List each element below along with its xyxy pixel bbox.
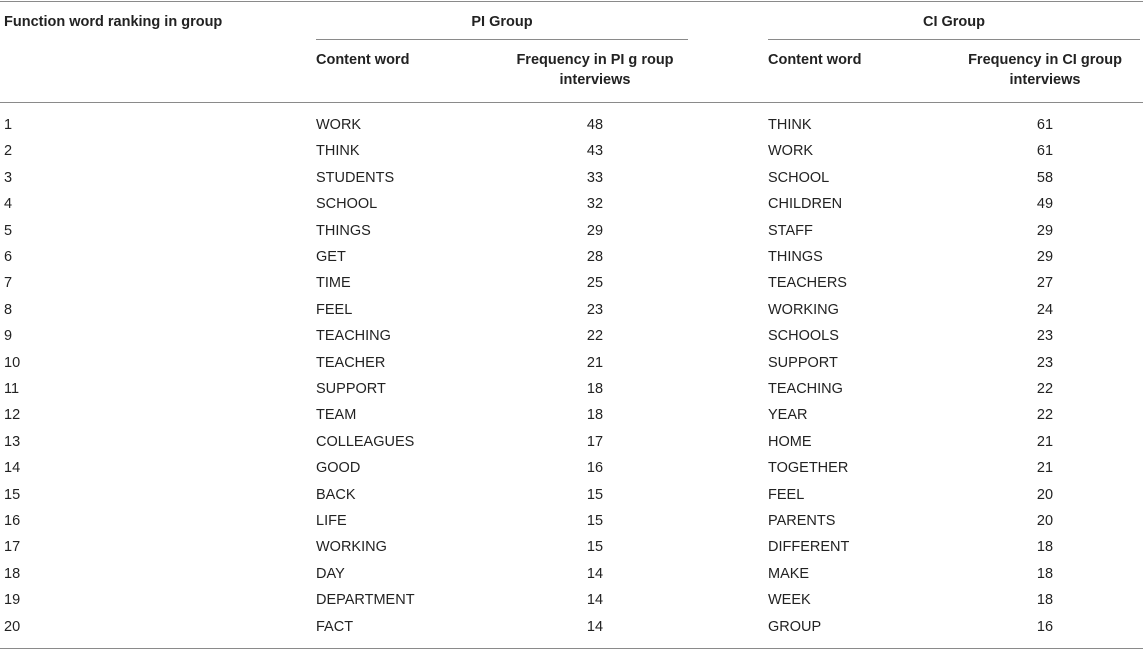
ci-word-cell: TEACHERS	[768, 275, 847, 291]
ci-word-cell: WEEK	[768, 592, 811, 608]
ci-word-cell: FEEL	[768, 487, 805, 503]
ci-freq-cell: 61	[1036, 143, 1054, 159]
rank-cell: 15	[4, 487, 21, 503]
pi-word-cell: BACK	[316, 487, 356, 503]
rank-cell: 9	[4, 328, 13, 344]
pi-freq-cell: 16	[586, 460, 604, 476]
ci-word-cell: TOGETHER	[768, 460, 849, 476]
rank-cell: 3	[4, 170, 13, 186]
pi-word-cell: SUPPORT	[316, 381, 386, 397]
pi-freq-cell: 21	[586, 355, 604, 371]
ci-word-cell: SCHOOL	[768, 170, 830, 186]
ci-word-cell: YEAR	[768, 407, 808, 423]
pi-word-cell: WORKING	[316, 539, 387, 555]
rank-cell: 10	[4, 355, 21, 371]
ci-group-header: CI Group	[922, 14, 986, 30]
pi-freq-cell: 18	[586, 407, 604, 423]
pi-word-cell: TEACHER	[316, 355, 386, 371]
pi-freq-cell: 22	[586, 328, 604, 344]
pi-word-cell: FEEL	[316, 302, 353, 318]
ci-word-cell: MAKE	[768, 566, 810, 582]
pi-freq-cell: 23	[586, 302, 604, 318]
ci-freq-cell: 18	[1036, 539, 1054, 555]
pi-word-cell: GET	[316, 249, 346, 265]
pi-word-cell: FACT	[316, 619, 354, 635]
ci-freq-cell: 22	[1036, 381, 1054, 397]
ci-freq-cell: 21	[1036, 434, 1054, 450]
ci-freq-cell: 21	[1036, 460, 1054, 476]
pi-freq-cell: 15	[586, 487, 604, 503]
ci-frequency-header-line2: interviews	[1009, 72, 1081, 88]
ci-word-cell: THINK	[768, 117, 812, 133]
ci-freq-cell: 18	[1036, 566, 1054, 582]
pi-word-cell: TIME	[316, 275, 351, 291]
pi-freq-cell: 48	[586, 117, 604, 133]
pi-freq-cell: 18	[586, 381, 604, 397]
pi-freq-cell: 14	[586, 619, 604, 635]
ci-freq-cell: 20	[1036, 487, 1054, 503]
rank-cell: 5	[4, 223, 13, 239]
rank-cell: 13	[4, 434, 21, 450]
ci-content-word-header: Content word	[768, 52, 862, 68]
ci-freq-cell: 58	[1036, 170, 1054, 186]
pi-freq-cell: 25	[586, 275, 604, 291]
pi-freq-cell: 14	[586, 592, 604, 608]
ci-freq-cell: 24	[1036, 302, 1054, 318]
pi-freq-cell: 28	[586, 249, 604, 265]
table-top-rule	[0, 1, 1143, 2]
ci-frequency-header	[940, 50, 1143, 90]
pi-content-word-header: Content word	[316, 52, 410, 68]
pi-freq-cell: 15	[586, 539, 604, 555]
ci-word-cell: CHILDREN	[768, 196, 843, 212]
ci-word-cell: SUPPORT	[768, 355, 838, 371]
pi-word-cell: STUDENTS	[316, 170, 395, 186]
pi-group-header: PI Group	[471, 14, 533, 30]
ci-freq-cell: 49	[1036, 196, 1054, 212]
pi-word-cell: SCHOOL	[316, 196, 378, 212]
ci-word-cell: TEACHING	[768, 381, 843, 397]
rank-cell: 19	[4, 592, 21, 608]
ci-freq-cell: 18	[1036, 592, 1054, 608]
ci-word-cell: WORKING	[768, 302, 839, 318]
ci-freq-cell: 23	[1036, 328, 1054, 344]
ci-freq-cell: 27	[1036, 275, 1054, 291]
table-bottom-rule	[0, 648, 1143, 649]
ci-word-cell: THINGS	[768, 249, 823, 265]
table-header-rule	[0, 102, 1143, 103]
pi-freq-cell: 14	[586, 566, 604, 582]
ci-freq-cell: 20	[1036, 513, 1054, 529]
rank-cell: 1	[4, 117, 13, 133]
rank-cell: 17	[4, 539, 21, 555]
rank-cell: 4	[4, 196, 13, 212]
ci-word-cell: WORK	[768, 143, 814, 159]
ci-word-cell: GROUP	[768, 619, 822, 635]
pi-word-cell: DEPARTMENT	[316, 592, 415, 608]
ci-freq-cell: 16	[1036, 619, 1054, 635]
ci-word-cell: HOME	[768, 434, 812, 450]
rank-cell: 8	[4, 302, 13, 318]
rank-cell: 14	[4, 460, 21, 476]
pi-freq-cell: 33	[586, 170, 604, 186]
ci-freq-cell: 29	[1036, 249, 1054, 265]
ci-word-cell: DIFFERENT	[768, 539, 850, 555]
ci-word-cell: PARENTS	[768, 513, 836, 529]
pi-frequency-header-line2: interviews	[559, 72, 631, 88]
pi-word-cell: WORK	[316, 117, 362, 133]
rank-cell: 6	[4, 249, 13, 265]
ci-word-cell: STAFF	[768, 223, 813, 239]
ci-group-rule	[768, 39, 1140, 40]
ci-freq-cell: 29	[1036, 223, 1054, 239]
rank-cell: 2	[4, 143, 13, 159]
pi-freq-cell: 15	[586, 513, 604, 529]
pi-freq-cell: 32	[586, 196, 604, 212]
pi-group-rule	[316, 39, 688, 40]
rank-column-header: Function word ranking in group	[4, 14, 223, 30]
pi-word-cell: TEAM	[316, 407, 357, 423]
ci-freq-cell: 61	[1036, 117, 1054, 133]
pi-word-cell: GOOD	[316, 460, 361, 476]
pi-freq-cell: 29	[586, 223, 604, 239]
pi-frequency-header	[490, 50, 700, 90]
ci-freq-cell: 23	[1036, 355, 1054, 371]
pi-word-cell: DAY	[316, 566, 345, 582]
rank-cell: 16	[4, 513, 21, 529]
pi-freq-cell: 17	[586, 434, 604, 450]
pi-word-cell: LIFE	[316, 513, 347, 529]
rank-cell: 18	[4, 566, 21, 582]
pi-freq-cell: 43	[586, 143, 604, 159]
pi-word-cell: THINGS	[316, 223, 371, 239]
ci-word-cell: SCHOOLS	[768, 328, 839, 344]
ci-frequency-header-line1: Frequency in CI group	[968, 52, 1122, 68]
pi-frequency-header-line1: Frequency in PI g roup	[516, 52, 674, 68]
rank-cell: 12	[4, 407, 21, 423]
pi-word-cell: TEACHING	[316, 328, 391, 344]
pi-word-cell: COLLEAGUES	[316, 434, 415, 450]
rank-cell: 20	[4, 619, 21, 635]
rank-cell: 7	[4, 275, 13, 291]
pi-word-cell: THINK	[316, 143, 360, 159]
ci-freq-cell: 22	[1036, 407, 1054, 423]
rank-cell: 11	[4, 381, 20, 397]
